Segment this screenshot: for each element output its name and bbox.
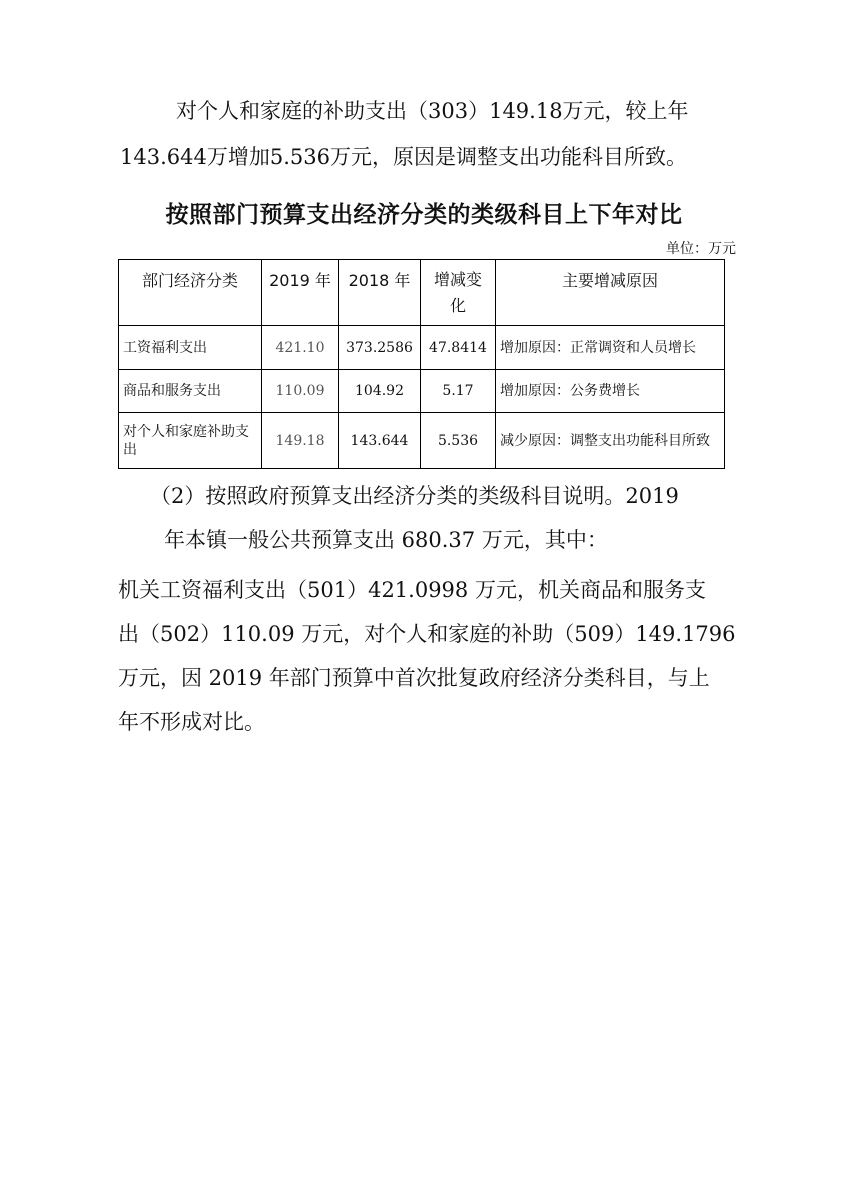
cell-2019: 110.09 xyxy=(262,370,339,413)
intro-line-1: 对个人和家庭的补助支出（303）149.18万元，较上年 xyxy=(176,99,689,123)
section2-line-5: 万元，因 2019 年部门预算中首次批复政府经济分类科目，与上 xyxy=(118,666,710,690)
header-category: 部门经济分类 xyxy=(119,260,262,326)
section2-line-4: 出（502）110.09 万元，对个人和家庭的补助（509）149.1796 xyxy=(118,622,736,646)
table-row xyxy=(119,413,725,469)
cell-category: 商品和服务支出 xyxy=(119,370,262,413)
section2-line-2: 年本镇一般公共预算支出 680.37 万元，其中： xyxy=(164,528,608,552)
cell-reason: 增加原因：公务费增长 xyxy=(496,370,725,413)
table-row xyxy=(119,326,725,370)
section2-line-1: （2）按照政府预算支出经济分类的类级科目说明。2019 xyxy=(150,484,679,508)
table-header-row xyxy=(119,260,725,326)
cell-2019: 149.18 xyxy=(262,413,339,469)
cell-reason: 增加原因：正常调资和人员增长 xyxy=(496,326,725,370)
intro-line-2: 143.644万增加5.536万元，原因是调整支出功能科目所致。 xyxy=(120,145,687,169)
cell-reason: 减少原因：调整支出功能科目所致 xyxy=(496,413,725,469)
cell-2018: 104.92 xyxy=(339,370,421,413)
cell-2018: 143.644 xyxy=(339,413,421,469)
budget-comparison-table xyxy=(118,259,725,469)
cell-change: 47.8414 xyxy=(421,326,496,370)
cell-change: 5.17 xyxy=(421,370,496,413)
cell-2019: 421.10 xyxy=(262,326,339,370)
header-reason: 主要增减原因 xyxy=(496,260,725,326)
cell-category: 对个人和家庭补助支出 xyxy=(119,413,262,469)
unit-label: 单位：万元 xyxy=(666,241,736,257)
section2-line-3: 机关工资福利支出（501）421.0998 万元，机关商品和服务支 xyxy=(118,578,706,602)
table-row xyxy=(119,370,725,413)
cell-2018: 373.2586 xyxy=(339,326,421,370)
header-change: 增减变化 xyxy=(421,260,496,326)
intro-paragraph xyxy=(120,88,740,180)
header-2019: 2019 年 xyxy=(262,260,339,326)
cell-category: 工资福利支出 xyxy=(119,326,262,370)
table-title: 按照部门预算支出经济分类的类级科目上下年对比 xyxy=(165,202,683,228)
section2-line-6: 年不形成对比。 xyxy=(118,710,265,734)
section2-body xyxy=(118,568,738,744)
header-2018: 2018 年 xyxy=(339,260,421,326)
cell-change: 5.536 xyxy=(421,413,496,469)
